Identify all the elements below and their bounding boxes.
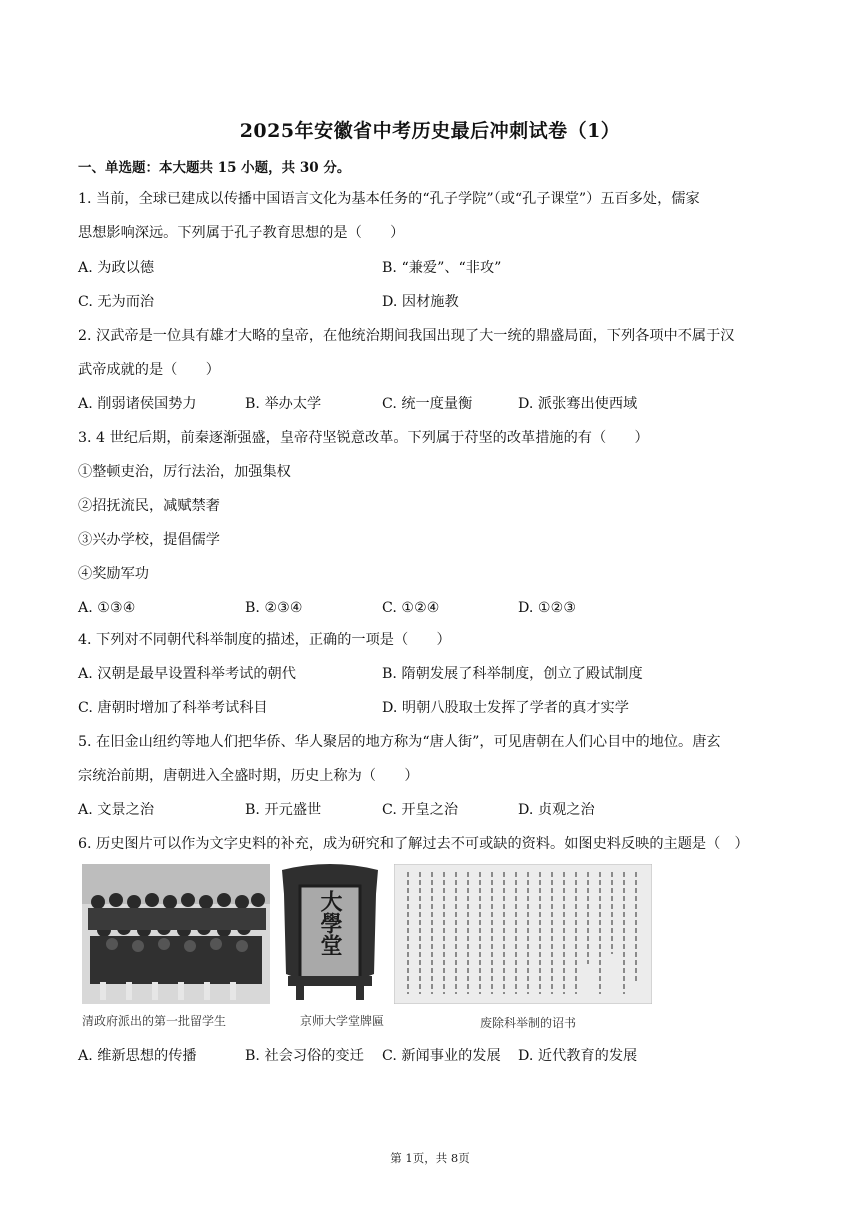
plaque-photo xyxy=(276,864,384,1004)
students-photo-caption: 清政府派出的第一批留学生 xyxy=(82,1014,227,1028)
q4-option-c: C. 唐朝时增加了科举考试科目 xyxy=(78,700,268,716)
q3-option-b: B. ②③④ xyxy=(245,600,303,616)
q3-item-1: ①整顿吏治，厉行法治，加强集权 xyxy=(78,464,291,480)
q1-option-c: C. 无为而治 xyxy=(78,294,155,310)
section-heading: 一、单选题：本大题共 15 小题，共 30 分。 xyxy=(78,160,351,176)
q6-stem-line1: 6. 历史图片可以作为文字史料的补充，成为研究和了解过去不可或缺的资料。如图史料反映的主题是（ ） xyxy=(78,836,749,852)
q3-item-4: ④奖励军功 xyxy=(78,566,149,582)
page-footer: 第 1页，共 8页 xyxy=(390,1151,470,1165)
q5-option-c: C. 开皇之治 xyxy=(382,802,459,818)
plaque-caption: 京师大学堂牌匾 xyxy=(300,1014,385,1028)
q2-option-d: D. 派张骞出使西域 xyxy=(518,396,638,412)
q2-option-b: B. 举办太学 xyxy=(245,396,322,412)
q4-option-d: D. 明朝八股取士发挥了学者的真才实学 xyxy=(382,700,629,716)
q1-option-a: A. 为政以德 xyxy=(78,260,155,276)
q6-option-a: A. 维新思想的传播 xyxy=(78,1048,197,1064)
q1-stem-line1: 1. 当前，全球已建成以传播中国语言文化为基本任务的“孔子学院”（或“孔子课堂”）五百多处，儒家 xyxy=(78,191,700,207)
q2-option-c: C. 统一度量衡 xyxy=(382,396,473,412)
plaque-characters: 大學堂 xyxy=(317,890,343,956)
students-photo xyxy=(82,864,270,1004)
page-title: 2025年安徽省中考历史最后冲刺试卷（1） xyxy=(239,120,621,142)
q4-option-b: B. 隋朝发展了科举制度，创立了殿试制度 xyxy=(382,666,643,682)
q6-option-d: D. 近代教育的发展 xyxy=(518,1048,638,1064)
q6-option-b: B. 社会习俗的变迁 xyxy=(245,1048,364,1064)
q2-stem-line1: 2. 汉武帝是一位具有雄才大略的皇帝，在他统治期间我国出现了大一统的鼎盛局面，下列各项中不属于汉 xyxy=(78,328,735,344)
q5-option-b: B. 开元盛世 xyxy=(245,802,322,818)
q3-option-c: C. ①②④ xyxy=(382,600,440,616)
edict-photo xyxy=(394,864,652,1004)
q5-stem-line2: 宗统治前期，唐朝进入全盛时期，历史上称为（ ） xyxy=(78,768,419,784)
q3-option-d: D. ①②③ xyxy=(518,600,577,616)
q3-stem-line1: 3. 4 世纪后期，前秦逐渐强盛，皇帝苻坚锐意改革。下列属于苻坚的改革措施的有（ ） xyxy=(78,430,649,446)
q4-option-a: A. 汉朝是最早设置科举考试的朝代 xyxy=(78,666,296,682)
edict-caption: 废除科举制的诏书 xyxy=(480,1016,577,1030)
q2-option-a: A. 削弱诸侯国势力 xyxy=(78,396,197,412)
q1-stem-line2: 思想影响深远。下列属于孔子教育思想的是（ ） xyxy=(78,225,405,241)
q5-stem-line1: 5. 在旧金山纽约等地人们把华侨、华人聚居的地方称为“唐人街”，可见唐朝在人们心目中的地位。唐玄 xyxy=(78,734,721,750)
q1-option-b: B. “兼爱”、“非攻” xyxy=(382,260,502,276)
q5-option-a: A. 文景之治 xyxy=(78,802,155,818)
q6-option-c: C. 新闻事业的发展 xyxy=(382,1048,501,1064)
q1-option-d: D. 因材施教 xyxy=(382,294,459,310)
q3-item-3: ③兴办学校，提倡儒学 xyxy=(78,532,220,548)
q3-item-2: ②招抚流民，减赋禁奢 xyxy=(78,498,220,514)
q2-stem-line2: 武帝成就的是（ ） xyxy=(78,362,220,378)
q5-option-d: D. 贞观之治 xyxy=(518,802,595,818)
q4-stem-line1: 4. 下列对不同朝代科举制度的描述，正确的一项是（ ） xyxy=(78,632,451,648)
q3-option-a: A. ①③④ xyxy=(78,600,136,616)
